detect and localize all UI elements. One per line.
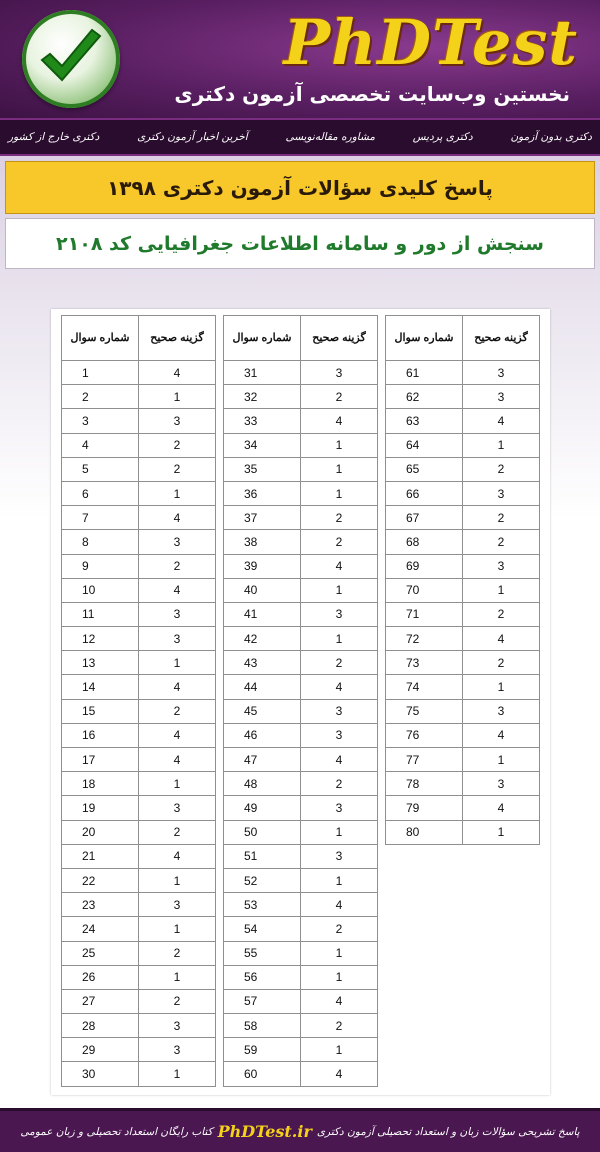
table-row [224, 675, 378, 699]
answer-option-cell: 2 [139, 989, 216, 1013]
answer-option-cell: 4 [139, 506, 216, 530]
table-row [224, 651, 378, 675]
table-row [224, 457, 378, 481]
table-row [386, 481, 540, 505]
answer-table-col-1 [61, 315, 216, 1087]
table-row [224, 723, 378, 747]
answer-option-cell: 3 [463, 554, 540, 578]
question-number-cell: 8 [62, 530, 139, 554]
answer-option-cell: 2 [301, 385, 378, 409]
question-number-cell: 5 [62, 457, 139, 481]
answer-option-cell: 3 [301, 361, 378, 385]
question-number-cell: 36 [224, 481, 301, 505]
answer-option-cell: 4 [301, 748, 378, 772]
site-footer [0, 1108, 600, 1152]
answer-option-cell: 4 [463, 723, 540, 747]
answer-option-cell: 3 [139, 1038, 216, 1062]
table-row [224, 602, 378, 626]
answer-option-cell: 1 [301, 457, 378, 481]
table-row [224, 917, 378, 941]
question-number-cell: 1 [62, 361, 139, 385]
table-row [62, 506, 216, 530]
question-number-cell: 51 [224, 844, 301, 868]
question-number-cell: 18 [62, 772, 139, 796]
nav-item-phd-abroad[interactable]: دکتری خارج از کشور [8, 131, 100, 143]
answer-option-cell: 4 [139, 844, 216, 868]
table-row [62, 941, 216, 965]
nav-item-latest-news[interactable]: آخرین اخبار آزمون دکتری [137, 131, 248, 143]
answer-option-cell: 3 [301, 723, 378, 747]
answer-option-cell: 2 [139, 457, 216, 481]
table-row [386, 602, 540, 626]
question-number-cell: 28 [62, 1014, 139, 1038]
question-number-cell: 37 [224, 506, 301, 530]
table-row [62, 1014, 216, 1038]
answer-option-cell: 3 [139, 893, 216, 917]
footer-text-free-book[interactable]: کتاب رایگان استعداد تحصیلی و زبان عمومی [20, 1125, 213, 1138]
table-row [224, 1014, 378, 1038]
answer-option-cell: 2 [301, 772, 378, 796]
answer-option-cell: 4 [139, 361, 216, 385]
question-number-cell: 59 [224, 1038, 301, 1062]
answer-option-cell: 1 [139, 917, 216, 941]
header-question-number: شماره سوال [62, 316, 139, 361]
table-row [386, 723, 540, 747]
table-row [386, 651, 540, 675]
table-row [62, 893, 216, 917]
table-row [386, 699, 540, 723]
table-row [62, 578, 216, 602]
answer-option-cell: 4 [463, 627, 540, 651]
question-number-cell: 53 [224, 893, 301, 917]
answer-option-cell: 2 [463, 530, 540, 554]
question-number-cell: 66 [386, 481, 463, 505]
table-row [62, 361, 216, 385]
table-header-row [386, 316, 540, 361]
question-number-cell: 40 [224, 578, 301, 602]
question-number-cell: 22 [62, 868, 139, 892]
question-number-cell: 26 [62, 965, 139, 989]
answer-option-cell: 1 [139, 481, 216, 505]
answer-option-cell: 3 [139, 796, 216, 820]
question-number-cell: 49 [224, 796, 301, 820]
table-row [386, 578, 540, 602]
question-number-cell: 29 [62, 1038, 139, 1062]
table-row [224, 748, 378, 772]
table-row [62, 457, 216, 481]
table-row [224, 941, 378, 965]
answer-option-cell: 3 [301, 796, 378, 820]
table-row [62, 602, 216, 626]
question-number-cell: 3 [62, 409, 139, 433]
table-row [386, 409, 540, 433]
header-question-number: شماره سوال [386, 316, 463, 361]
table-row [386, 506, 540, 530]
answer-option-cell: 1 [463, 675, 540, 699]
answer-option-cell: 2 [463, 457, 540, 481]
question-number-cell: 67 [386, 506, 463, 530]
site-tagline: نخستین وب‌سایت تخصصی آزمون دکتری [174, 82, 570, 106]
question-number-cell: 70 [386, 578, 463, 602]
answer-option-cell: 2 [139, 941, 216, 965]
answer-option-cell: 3 [463, 772, 540, 796]
question-number-cell: 41 [224, 602, 301, 626]
table-row [386, 457, 540, 481]
question-number-cell: 79 [386, 796, 463, 820]
question-number-cell: 74 [386, 675, 463, 699]
answer-option-cell: 3 [463, 385, 540, 409]
answer-option-cell: 4 [301, 675, 378, 699]
question-number-cell: 10 [62, 578, 139, 602]
nav-item-phd-campus[interactable]: دکتری پردیس [412, 131, 473, 143]
question-number-cell: 77 [386, 748, 463, 772]
nav-item-article-consulting[interactable]: مشاوره مقاله‌نویسی [285, 131, 375, 143]
table-row [62, 627, 216, 651]
answer-table-col-2 [223, 315, 378, 1087]
question-number-cell: 24 [62, 917, 139, 941]
table-row [386, 748, 540, 772]
header-correct-option: گزینه صحیح [139, 316, 216, 361]
answer-option-cell: 1 [301, 627, 378, 651]
question-number-cell: 16 [62, 723, 139, 747]
header-correct-option: گزینه صحیح [301, 316, 378, 361]
question-number-cell: 6 [62, 481, 139, 505]
answer-option-cell: 2 [301, 530, 378, 554]
table-row [62, 530, 216, 554]
table-row [224, 1062, 378, 1086]
table-row [62, 820, 216, 844]
answer-option-cell: 2 [301, 917, 378, 941]
table-row [224, 481, 378, 505]
question-number-cell: 13 [62, 651, 139, 675]
answer-option-cell: 4 [301, 1062, 378, 1086]
table-row [386, 772, 540, 796]
question-number-cell: 47 [224, 748, 301, 772]
answer-option-cell: 1 [301, 578, 378, 602]
question-number-cell: 11 [62, 602, 139, 626]
table-row [224, 506, 378, 530]
question-number-cell: 45 [224, 699, 301, 723]
answer-option-cell: 2 [301, 1014, 378, 1038]
question-number-cell: 15 [62, 699, 139, 723]
answer-option-cell: 1 [463, 433, 540, 457]
table-row [224, 796, 378, 820]
table-row [224, 844, 378, 868]
question-number-cell: 61 [386, 361, 463, 385]
header-question-number: شماره سوال [224, 316, 301, 361]
answer-option-cell: 4 [463, 409, 540, 433]
answer-option-cell: 3 [301, 844, 378, 868]
table-row [386, 554, 540, 578]
question-number-cell: 75 [386, 699, 463, 723]
table-row [224, 989, 378, 1013]
table-row [224, 1038, 378, 1062]
answer-option-cell: 3 [463, 699, 540, 723]
table-row [62, 772, 216, 796]
answer-option-cell: 1 [139, 651, 216, 675]
question-number-cell: 4 [62, 433, 139, 457]
answer-option-cell: 1 [301, 868, 378, 892]
answer-option-cell: 3 [139, 627, 216, 651]
question-number-cell: 21 [62, 844, 139, 868]
answer-option-cell: 4 [301, 409, 378, 433]
table-row [62, 385, 216, 409]
main-nav [0, 118, 600, 156]
exam-subtitle: سنجش از دور و سامانه اطلاعات جغرافیایی کد ۲۱۰۸ [5, 218, 595, 269]
answer-option-cell: 4 [301, 989, 378, 1013]
table-row [62, 699, 216, 723]
footer-brand-link[interactable]: PhDTest.ir [217, 1122, 312, 1141]
question-number-cell: 20 [62, 820, 139, 844]
question-number-cell: 55 [224, 941, 301, 965]
table-row [224, 530, 378, 554]
table-row [224, 699, 378, 723]
answer-option-cell: 1 [139, 868, 216, 892]
site-header [0, 0, 600, 118]
answer-table-col-3 [385, 315, 540, 845]
table-row [62, 723, 216, 747]
question-number-cell: 30 [62, 1062, 139, 1086]
table-row [386, 675, 540, 699]
question-number-cell: 2 [62, 385, 139, 409]
question-number-cell: 9 [62, 554, 139, 578]
question-number-cell: 44 [224, 675, 301, 699]
answer-option-cell: 2 [139, 554, 216, 578]
site-brand-logo[interactable]: PhDTest [283, 6, 578, 79]
answer-option-cell: 1 [301, 1038, 378, 1062]
question-number-cell: 34 [224, 433, 301, 457]
checkmark-logo-icon[interactable] [22, 10, 120, 108]
answer-option-cell: 2 [301, 506, 378, 530]
question-number-cell: 73 [386, 651, 463, 675]
answer-option-cell: 2 [139, 699, 216, 723]
answer-option-cell: 4 [301, 554, 378, 578]
answer-option-cell: 1 [301, 941, 378, 965]
answer-option-cell: 1 [139, 772, 216, 796]
table-row [224, 433, 378, 457]
table-row [62, 796, 216, 820]
question-number-cell: 19 [62, 796, 139, 820]
answer-option-cell: 1 [301, 481, 378, 505]
answer-option-cell: 3 [139, 602, 216, 626]
question-number-cell: 60 [224, 1062, 301, 1086]
table-row [386, 627, 540, 651]
question-number-cell: 65 [386, 457, 463, 481]
answer-option-cell: 2 [463, 506, 540, 530]
table-row [224, 820, 378, 844]
table-row [62, 748, 216, 772]
table-header-row [62, 316, 216, 361]
question-number-cell: 50 [224, 820, 301, 844]
answer-option-cell: 3 [463, 481, 540, 505]
table-row [224, 868, 378, 892]
question-number-cell: 62 [386, 385, 463, 409]
footer-text-explanations[interactable]: پاسخ تشریحی سؤالات زبان و استعداد تحصیلی آزمون دکتری [316, 1125, 580, 1138]
question-number-cell: 78 [386, 772, 463, 796]
answer-option-cell: 1 [139, 1062, 216, 1086]
answer-option-cell: 4 [139, 748, 216, 772]
question-number-cell: 76 [386, 723, 463, 747]
table-row [386, 361, 540, 385]
table-row [62, 989, 216, 1013]
question-number-cell: 43 [224, 651, 301, 675]
table-row [62, 651, 216, 675]
question-number-cell: 25 [62, 941, 139, 965]
question-number-cell: 54 [224, 917, 301, 941]
table-row [224, 361, 378, 385]
nav-item-phd-without-exam[interactable]: دکتری بدون آزمون [510, 131, 592, 143]
table-row [62, 868, 216, 892]
answer-option-cell: 4 [139, 723, 216, 747]
table-row [62, 1038, 216, 1062]
question-number-cell: 23 [62, 893, 139, 917]
question-number-cell: 63 [386, 409, 463, 433]
answer-option-cell: 3 [301, 699, 378, 723]
answer-option-cell: 1 [139, 965, 216, 989]
table-row [62, 433, 216, 457]
answer-option-cell: 1 [463, 578, 540, 602]
answer-option-cell: 1 [301, 965, 378, 989]
question-number-cell: 46 [224, 723, 301, 747]
answer-option-cell: 4 [139, 578, 216, 602]
header-correct-option: گزینه صحیح [463, 316, 540, 361]
table-row [224, 965, 378, 989]
answer-option-cell: 1 [301, 433, 378, 457]
table-row [224, 409, 378, 433]
answer-option-cell: 4 [463, 796, 540, 820]
answer-option-cell: 1 [139, 385, 216, 409]
table-row [224, 578, 378, 602]
table-row [62, 554, 216, 578]
table-row [386, 820, 540, 844]
answer-option-cell: 1 [463, 748, 540, 772]
question-number-cell: 12 [62, 627, 139, 651]
answer-option-cell: 2 [139, 820, 216, 844]
table-row [62, 481, 216, 505]
answer-option-cell: 3 [463, 361, 540, 385]
answer-option-cell: 3 [301, 602, 378, 626]
question-number-cell: 72 [386, 627, 463, 651]
question-number-cell: 64 [386, 433, 463, 457]
answer-option-cell: 1 [463, 820, 540, 844]
answer-option-cell: 2 [463, 651, 540, 675]
table-row [62, 1062, 216, 1086]
question-number-cell: 68 [386, 530, 463, 554]
question-number-cell: 56 [224, 965, 301, 989]
answer-option-cell: 4 [139, 675, 216, 699]
question-number-cell: 17 [62, 748, 139, 772]
answer-option-cell: 3 [139, 1014, 216, 1038]
table-row [386, 433, 540, 457]
question-number-cell: 38 [224, 530, 301, 554]
question-number-cell: 42 [224, 627, 301, 651]
answer-option-cell: 2 [463, 602, 540, 626]
table-row [224, 893, 378, 917]
question-number-cell: 7 [62, 506, 139, 530]
question-number-cell: 35 [224, 457, 301, 481]
table-row [62, 409, 216, 433]
table-row [62, 917, 216, 941]
table-row [224, 772, 378, 796]
question-number-cell: 58 [224, 1014, 301, 1038]
answer-option-cell: 2 [301, 651, 378, 675]
question-number-cell: 71 [386, 602, 463, 626]
table-row [386, 385, 540, 409]
answer-key-sheet [51, 309, 550, 1095]
table-row [62, 844, 216, 868]
answer-option-cell: 2 [139, 433, 216, 457]
question-number-cell: 33 [224, 409, 301, 433]
answer-option-cell: 4 [301, 893, 378, 917]
answer-option-cell: 3 [139, 530, 216, 554]
answer-option-cell: 1 [301, 820, 378, 844]
table-row [224, 627, 378, 651]
table-row [386, 530, 540, 554]
question-number-cell: 57 [224, 989, 301, 1013]
table-header-row [224, 316, 378, 361]
question-number-cell: 31 [224, 361, 301, 385]
question-number-cell: 27 [62, 989, 139, 1013]
answer-option-cell: 3 [139, 409, 216, 433]
page-title: پاسخ کلیدی سؤالات آزمون دکتری ۱۳۹۸ [5, 161, 595, 214]
question-number-cell: 32 [224, 385, 301, 409]
question-number-cell: 48 [224, 772, 301, 796]
table-row [224, 554, 378, 578]
table-row [386, 796, 540, 820]
question-number-cell: 39 [224, 554, 301, 578]
question-number-cell: 69 [386, 554, 463, 578]
table-row [224, 385, 378, 409]
question-number-cell: 14 [62, 675, 139, 699]
table-row [62, 965, 216, 989]
table-row [62, 675, 216, 699]
question-number-cell: 52 [224, 868, 301, 892]
question-number-cell: 80 [386, 820, 463, 844]
